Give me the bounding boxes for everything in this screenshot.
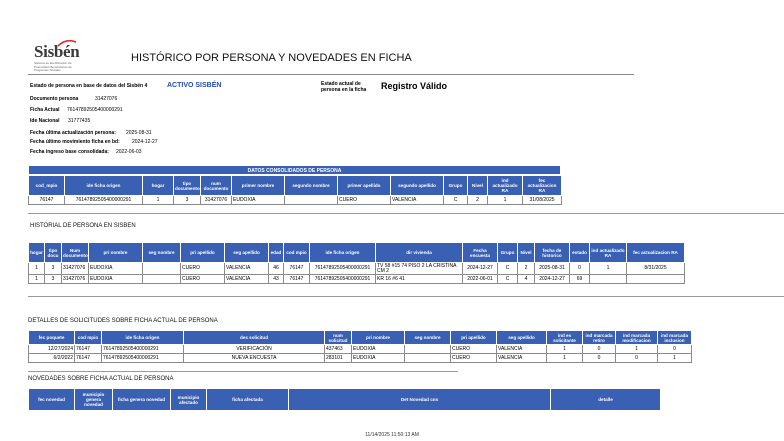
col-header: municipio afectado [171,389,207,411]
ide-value: 31777435 [68,118,91,124]
table-cell: 0 [616,354,658,363]
col-header: ficha afectada [207,389,289,411]
col-header: tipo docu [45,243,62,263]
table-cell: 12/27/2024 [29,345,75,354]
col-header: edad [269,243,284,263]
table-cell: 0 [583,345,616,354]
solicitudes-section [28,330,692,363]
table-cell: 1 [547,345,583,354]
table-cell: EUDOXIA [232,196,285,205]
col-header: pri nombre [352,331,405,345]
table-cell: KR 16 #6 41 [376,275,463,284]
col-header: fec actualizacion RA [627,243,685,263]
table-cell: 76147 [284,263,310,275]
table-cell: 76147 [75,345,102,354]
col-header: seg nombre [143,243,181,263]
table-cell [405,354,451,363]
fecha-mov-label: Fecha último movimiento ficha en bd: [30,139,120,145]
col-header: pri nombre [89,243,143,263]
estado-value: ACTIVO SISBÉN [167,82,222,89]
col-header: Nivel [518,243,535,263]
table-cell: 31427076 [62,275,89,284]
table-cell: 46 [269,263,284,275]
table-cell: VALENCIA [225,263,269,275]
table-cell: 31427076 [62,263,89,275]
table-cell: 76147892505400000291 [310,275,376,284]
novedades-section [28,388,661,411]
table-cell: C [498,263,518,275]
consolidados-caption: DATOS CONSOLIDADOS DE PERSONA [28,165,561,175]
table-cell: CUERO [181,275,225,284]
col-header: Det Novedad cns [289,389,551,411]
col-header: fecha de historico [535,243,570,263]
section-divider [28,371,458,372]
novedades-title: NOVEDADES SOBRE FICHA ACTUAL DE PERSONA [28,376,174,382]
col-header: fec poquete [29,331,75,345]
table-cell: 1 [547,354,583,363]
header-divider [28,74,634,75]
col-header: ind actualizado RA [488,176,523,196]
table-cell: 1 [590,263,627,275]
col-header: segundo nombre [285,176,338,196]
col-header: detalle [551,389,661,411]
table-cell: 6/2/2022 [29,354,75,363]
table-cell: 2 [468,196,488,205]
table-row [29,196,562,205]
table-row [29,263,685,275]
col-header: Nivel [468,176,488,196]
col-header: seg apellido [225,243,269,263]
table-cell: 2025-08-31 [535,263,570,275]
col-header: dir vivienda [376,243,463,263]
table-cell: 437463 [325,345,352,354]
table-cell: 3 [45,263,62,275]
solicitudes-table [28,330,692,363]
col-header: Grupo [498,243,518,263]
table-cell: 2024-12-27 [463,263,498,275]
fecha-act-label: Fecha última actualización persona: [30,130,116,136]
fecha-ing-label: Fecha ingreso base consolidada: [30,149,109,155]
col-header: des solicitud [184,331,325,345]
table-cell: 1 [29,275,45,284]
novedades-header-row [29,389,661,411]
logo-subtext: Sistema de Identificación de Potenciales Beneficiarios de Programas Sociales [34,61,72,72]
table-cell: 2 [518,263,535,275]
estado-ficha-label: Estado actual de persona en la ficha [321,81,367,93]
table-cell [143,275,181,284]
col-header: cod_mpio [29,176,65,196]
col-header: seg nombre [405,331,451,345]
col-header: pri apellido [451,331,497,345]
table-cell: TV 58 #15 74 PISO 2 LA CRISTINA CM 2 [376,263,463,275]
historial-header-row [29,243,685,263]
col-header: hogar [143,176,174,196]
table-cell: 43 [269,275,284,284]
novedades-table [28,388,661,411]
table-cell: 8/31/2025 [627,263,685,275]
table-cell: EUDOXIA [352,345,405,354]
table-cell: 76147892505400000291 [102,354,184,363]
table-cell: EUDOXIA [352,354,405,363]
col-header: ide ficha origen [65,176,143,196]
table-cell: 69 [570,275,590,284]
table-row [29,345,692,354]
sisben-logo [28,38,88,74]
col-header: seg apellido [497,331,547,345]
estado-ficha-value: Registro Válido [381,81,448,91]
table-cell: CUERO [451,354,497,363]
table-cell: VALENCIA [225,275,269,284]
table-cell: 2022-06-01 [463,275,498,284]
table-cell [285,196,338,205]
col-header: ind actualizado RA [590,243,627,263]
col-header: ind es solicitante [547,331,583,345]
col-header: cod mpio [75,331,102,345]
table-cell: 76147 [75,354,102,363]
table-cell: 2024-12-27 [535,275,570,284]
table-cell: 1 [616,345,658,354]
table-cell: VERIFICACIÓN [184,345,325,354]
table-cell: 76147 [284,275,310,284]
table-cell: 1 [143,196,174,205]
col-header: primer nombre [232,176,285,196]
col-header: ind marcada inclusion [658,331,692,345]
fecha-ing-value: 2022-06-03 [116,149,142,155]
table-cell: 76147 [29,196,65,205]
table-cell: 31427076 [201,196,232,205]
table-cell: CUERO [451,345,497,354]
col-header: hogar [29,243,45,263]
consolidados-section [28,165,561,205]
consolidados-header-row [29,176,562,196]
table-cell: 0 [583,354,616,363]
table-cell: C [444,196,468,205]
solicitudes-header-row [29,331,692,345]
table-cell: 0 [570,263,590,275]
col-header: Fecha encuesta [463,243,498,263]
table-row [29,354,692,363]
col-header: fec actualizacion RA [523,176,562,196]
table-cell: 3 [45,275,62,284]
table-cell [405,345,451,354]
col-header: fec novedad [29,389,75,411]
table-cell: 283101 [325,354,352,363]
col-header: municipio genera novedad [75,389,113,411]
historial-table [28,242,685,284]
historial-title: HISTORIAL DE PERSONA EN SISBEN [30,223,136,229]
documento-label: Documento persona [30,96,79,102]
col-header: segundo apellido [391,176,444,196]
col-header: Grupo [444,176,468,196]
col-header: num solicitud [325,331,352,345]
ide-label: Ide Nacional [30,118,60,124]
table-cell: 0 [658,345,692,354]
documento-value: 31427076 [95,96,118,102]
fecha-mov-value: 2024-12-27 [132,139,158,145]
table-cell: 31/08/2025 [523,196,562,205]
table-cell: 1 [488,196,523,205]
table-cell: 76147892505400000291 [65,196,143,205]
section-divider [28,213,784,214]
col-header: pri apellido [181,243,225,263]
col-header: estado [570,243,590,263]
col-header: ide ficha origen [102,331,184,345]
table-cell: 4 [518,275,535,284]
page-title: HISTÓRICO POR PERSONA Y NOVEDADES EN FICHA [131,52,412,64]
table-cell: 76147892505400000291 [310,263,376,275]
consolidados-table [28,175,562,205]
historial-section [28,242,685,284]
solicitudes-title: DETALLES DE SOLICITUDES SOBRE FICHA ACTUAL DE PERSONA [28,318,218,324]
table-cell: EUDOXIA [89,275,143,284]
estado-label: Estado de persona en base de datos del Sisbén 4 [30,83,148,89]
table-cell: VALENCIA [391,196,444,205]
table-cell: C [498,275,518,284]
table-cell: CUERO [181,263,225,275]
table-cell: 76147892505400000291 [102,345,184,354]
section-divider [28,296,784,297]
table-cell: 1 [29,263,45,275]
col-header: num documento [201,176,232,196]
col-header: Num documento [62,243,89,263]
table-cell [590,275,627,284]
col-header: ficha genera novedad [113,389,171,411]
table-row [29,275,685,284]
col-header: ind marcada modificacion [616,331,658,345]
table-cell: NUEVA ENCUESTA [184,354,325,363]
logo-text: Sisbén [34,42,80,61]
table-cell: VALENCIA [497,354,547,363]
ficha-label: Ficha Actual [30,107,60,113]
footer-timestamp: 11/14/2025 11:50:13 AM [365,432,419,438]
table-cell: 1 [658,354,692,363]
table-cell: VALENCIA [497,345,547,354]
table-cell: 3 [174,196,201,205]
col-header: primer apellido [338,176,391,196]
fecha-act-value: 2025-08-31 [126,130,152,136]
ficha-value: 76147892505400000291 [67,107,123,113]
table-cell [143,263,181,275]
col-header: ide ficha origen [310,243,376,263]
table-cell: CUERO [338,196,391,205]
col-header: cod mpio [284,243,310,263]
table-cell [627,275,685,284]
table-cell: EUDOXIA [89,263,143,275]
col-header: tipo documento [174,176,201,196]
col-header: ind marcada retiro [583,331,616,345]
